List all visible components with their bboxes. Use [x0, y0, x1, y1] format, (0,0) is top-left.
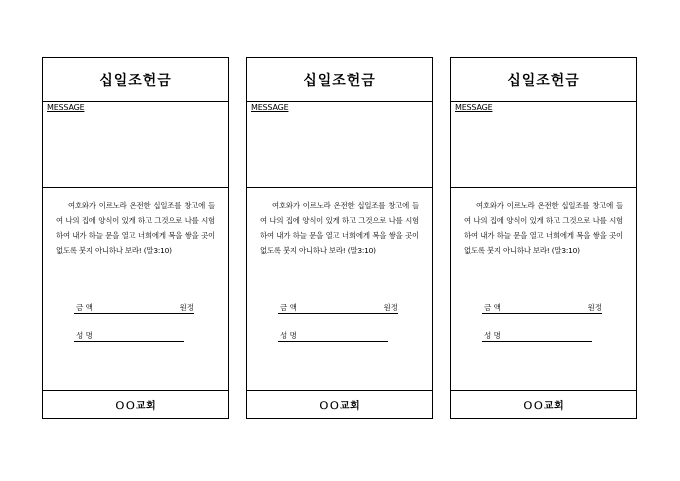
amount-unit: 원정	[587, 303, 602, 312]
amount-line	[74, 302, 194, 314]
name-line	[74, 330, 184, 342]
envelope-title: 십일조헌금	[451, 58, 636, 102]
amount-label: 금 액	[280, 303, 297, 312]
bible-verse: 여호와가 이르노라 온전한 십일조를 창고에 들여 나의 집에 양식이 있게 하고 그것으로 나를 시험하여 내가 하늘 문을 열고 너희에게 복을 쌓을 곳이없도록 붓지 아니하나 보라! (말3:10)	[260, 201, 419, 255]
amount-unit: 원정	[179, 303, 194, 312]
amount-label: 금 액	[76, 303, 93, 312]
message-area	[43, 101, 228, 188]
bible-verse: 여호와가 이르노라 온전한 십일조를 창고에 들여 나의 집에 양식이 있게 하고 그것으로 나를 시험하여 내가 하늘 문을 열고 너희에게 복을 쌓을 곳이 없도록 붓지 아니하나 보라! (말3:10)	[56, 201, 215, 255]
name-label: 성 명	[76, 331, 93, 340]
offering-envelope-1	[42, 57, 229, 419]
name-label: 성 명	[484, 331, 501, 340]
message-area	[451, 101, 636, 188]
amount-line	[482, 302, 602, 314]
amount-unit: 원정	[383, 303, 398, 312]
offering-envelope-3	[450, 57, 637, 419]
church-name: ＯＯ교회	[451, 390, 636, 418]
envelope-title: 십일조헌금	[43, 58, 228, 102]
message-label: MESSAGE	[47, 103, 85, 112]
message-area	[247, 101, 432, 188]
name-label: 성 명	[280, 331, 297, 340]
name-line	[278, 330, 388, 342]
bible-verse: 여호와가 이르노라 온전한 십일조를 창고에 들여 나의 집에 양식이 있게 하고 그것으로 나를 시험하여 내가 하늘 문을 열고 너희에게 복을 쌓을 곳이없도록 붓지 아니하나 보라! (말3:10)	[464, 201, 623, 255]
amount-line	[278, 302, 398, 314]
church-name: ＯＯ교회	[43, 390, 228, 418]
message-label: MESSAGE	[455, 103, 493, 112]
church-name: ＯＯ교회	[247, 390, 432, 418]
offering-envelope-2	[246, 57, 433, 419]
message-label: MESSAGE	[251, 103, 289, 112]
amount-label: 금 액	[484, 303, 501, 312]
name-line	[482, 330, 592, 342]
envelope-title: 십일조헌금	[247, 58, 432, 102]
